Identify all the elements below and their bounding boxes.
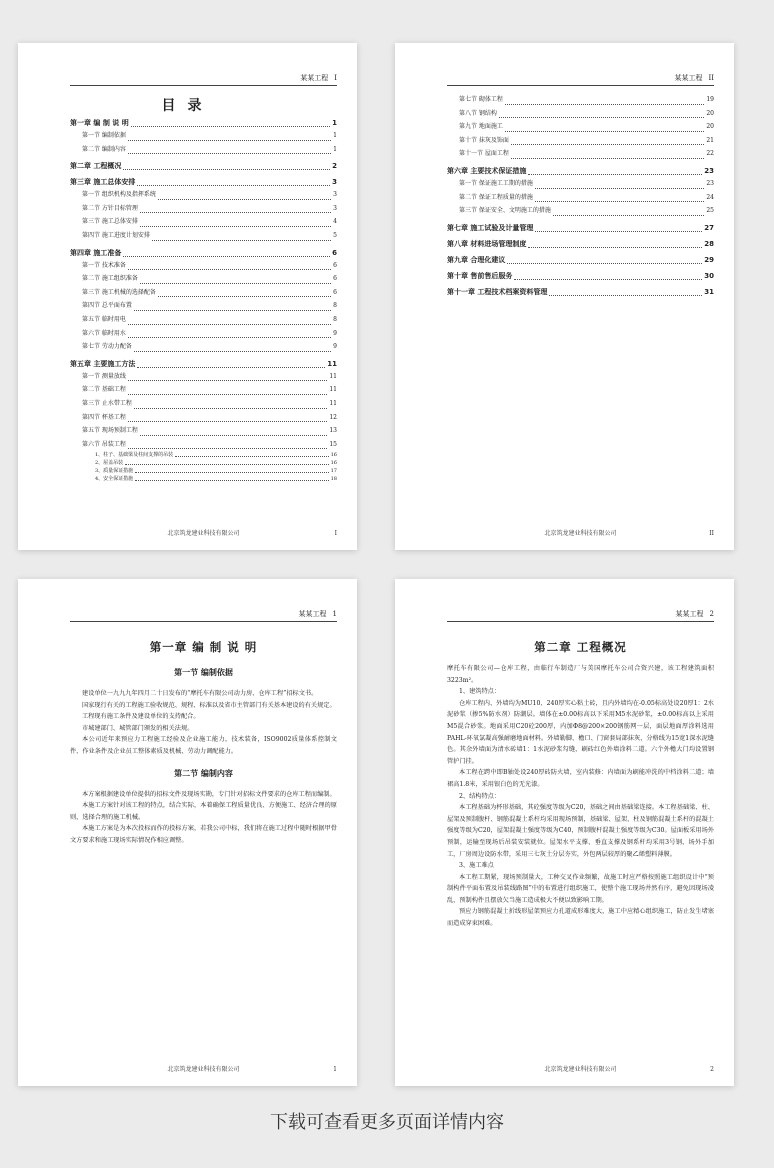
toc-entry — [70, 202, 337, 216]
header-page-number: 1 — [332, 610, 337, 618]
toc-entry — [447, 271, 714, 282]
toc-entry — [70, 451, 337, 459]
toc-entry — [447, 93, 714, 107]
toc-entry — [447, 239, 714, 250]
toc-entry — [70, 299, 337, 313]
toc-entry — [70, 118, 337, 129]
toc-entry-title: 第十一节 屋面工程 — [459, 150, 509, 158]
toc-entry-page: 27 — [704, 223, 714, 232]
toc-entry-title: 第一节 编制依据 — [82, 132, 126, 139]
header-page-number: 2 — [709, 610, 714, 618]
toc-entry — [447, 177, 714, 191]
page-header — [70, 73, 337, 86]
paragraph: 仓库工程内、外墙均为MU10、240厚实心粘土砖，且内外墙均在-0.05标高处设20厚1：2水泥砂浆（掺5%防水剂）防潮层。墙体在±0.00标高以下采用M5水泥砂浆，±0.00标高以上采用M5混合砂浆。地面采用C20砼200厚，内加Φ8@200×200钢筋网一层，面层地面厚涂料选用PAHL-环氧氯凝高强耐磨地面材料。外墙勒脚、檐口、门窗套局部抹灰，分格线为15宽1深水泥缝色。其余外墙面为清水砖墙1：1水泥砂浆勾缝，刷砖红色外墙涂料二道。六个外檐大门均设置钢管护门挂。 — [447, 699, 714, 765]
toc-entry — [447, 204, 714, 218]
toc-entry-page: 3 — [333, 204, 337, 212]
toc-entry-page: 31 — [704, 287, 714, 296]
toc-entry-title: 第十节 抹灰及饰面 — [459, 136, 509, 144]
download-caption: 下载可查看更多页面详情内容 — [270, 1112, 504, 1133]
toc-leader-dots — [549, 295, 702, 296]
toc-entry-title: 第十章 售前售后服务 — [447, 271, 513, 280]
toc-page-1 — [18, 43, 357, 550]
toc-entry-page: 15 — [329, 440, 337, 448]
toc-entry-title: 第四节 总平面布置 — [82, 302, 132, 310]
toc-entry-page: 24 — [706, 193, 714, 201]
toc-entry-title: 第二节 施工组织准备 — [82, 275, 138, 283]
section-body — [70, 789, 337, 847]
toc-leader-dots — [175, 456, 328, 457]
toc-leader-dots — [528, 174, 702, 175]
toc-leader-dots — [128, 421, 327, 422]
chapter-heading: 第一章 编 制 说 明 — [149, 640, 258, 654]
toc-entry-page: 6 — [333, 261, 337, 269]
footer-page-number: 2 — [710, 1066, 714, 1073]
toc-leader-dots — [140, 435, 327, 436]
footer-company: 北京筑龙建业科技有限公司 — [544, 530, 617, 537]
toc-entry-page: 19 — [706, 96, 714, 103]
toc-leader-dots — [553, 215, 704, 216]
paragraph: 本工程基础为杯形基础，其砼强度等级为C20，基础之间由基础梁连接。本工程基础梁、柱、屋架及预制腹杆、钢筋混凝土系杆均采用现场预制，基础梁、屋架、柱及钢筋混凝土系杆的混凝土强度等级为C20，屋架混凝土强度等级为C40，预制腹杆混凝土强度等级为C30。屋面板采用场外预制，运输至现场后吊装安装就位。屋架水平支撑、垂直支撑及钢系杆均采用3号钢，场外手加工，厂房周边设防水带，采用三七灰土分层夯实，外包两层较厚的聚乙烯塑料薄膜。 — [447, 804, 714, 858]
toc-leader-dots — [123, 256, 330, 257]
toc-entry-title: 2、屋盖吊装 — [95, 460, 124, 467]
toc-title: 目录 — [161, 98, 214, 114]
toc-leader-dots — [535, 188, 704, 189]
toc-leader-dots — [128, 394, 327, 395]
paragraph: 本施工方案针对该工程的特点，结合实际，本着确保工程质量优良、方便施工、经济合理的原则，选择合理的施工机械。 — [70, 802, 337, 821]
footer-page-number: 1 — [333, 1066, 337, 1073]
toc-entry — [70, 424, 337, 438]
paragraph: 2、结构特点： — [459, 792, 501, 800]
footer-page-number: I — [334, 530, 337, 537]
page-body — [70, 631, 337, 847]
toc-entry — [70, 459, 337, 467]
toc-entry-title: 第二节 基础工程 — [82, 386, 126, 394]
toc-entry — [70, 161, 337, 172]
toc-entry-title: 1、柱子、基础梁及柱间支撑的吊装 — [95, 452, 174, 459]
toc-entry-title: 第三章 施工总体安排 — [70, 178, 136, 187]
toc-entry-page: 25 — [706, 207, 714, 215]
toc-leader-dots — [511, 144, 704, 145]
toc-leader-dots — [158, 296, 331, 297]
chapter-body — [447, 663, 714, 930]
toc-leader-dots — [135, 480, 328, 481]
paragraph: 本施工方案是为本次投标而作的投标方案，若我公司中标，我们将在施工过程中随时根据甲骨文方要求和施工现场实际情况作相应调整。 — [70, 825, 337, 844]
toc-entry-title: 第六章 主要技术保证措施 — [447, 166, 527, 175]
toc-entry-title: 第一章 编 制 说 明 — [70, 119, 129, 127]
toc-entry-page: 5 — [333, 231, 337, 239]
toc-leader-dots — [134, 310, 331, 311]
toc-leader-dots — [128, 324, 331, 325]
toc-entry-page: 22 — [706, 150, 714, 158]
toc-entry-page: 28 — [704, 239, 714, 248]
toc-leader-dots — [131, 126, 330, 127]
toc-leader-dots — [511, 158, 704, 159]
toc-entry-title: 第四章 施工准备 — [70, 248, 122, 257]
toc-entry — [70, 383, 337, 397]
toc-leader-dots — [134, 351, 331, 352]
section-heading: 第一节 编制依据 — [174, 668, 233, 677]
toc-entry — [70, 259, 337, 273]
header-title: 某某工程 — [300, 74, 329, 82]
toc-entry-title: 第五章 主要施工方法 — [70, 359, 136, 368]
toc-list — [70, 113, 337, 483]
header-title: 某某工程 — [674, 74, 703, 82]
toc-entry-page: 6 — [332, 248, 337, 257]
header-title: 某某工程 — [675, 610, 704, 618]
toc-page-2 — [395, 43, 734, 550]
toc-entry-page: 12 — [329, 413, 337, 421]
paragraph: 市城建部门、城管部门颁发的相关法规。 — [82, 724, 194, 732]
toc-leader-dots — [135, 472, 328, 473]
toc-entry — [447, 166, 714, 177]
toc-entry — [447, 255, 714, 266]
toc-entry — [70, 272, 337, 286]
toc-entry — [70, 475, 337, 483]
toc-entry-title: 第四节 施工进度计划安排 — [82, 231, 150, 239]
toc-entry — [70, 359, 337, 370]
toc-list — [447, 93, 714, 298]
toc-entry-page: 16 — [330, 460, 337, 467]
toc-entry-title: 第八节 钢结构 — [459, 109, 497, 117]
toc-entry-page: 8 — [333, 302, 337, 310]
paragraph: 1、建筑特点： — [459, 688, 501, 696]
toc-entry-title: 第三节 止水带工程 — [82, 399, 132, 407]
toc-entry-title: 第九节 地面施工 — [459, 123, 503, 131]
toc-entry-title: 第三节 保证安全、文明施工的措施 — [459, 207, 551, 215]
toc-entry-page: 9 — [333, 329, 337, 337]
toc-entry — [70, 467, 337, 475]
paragraph: 本工程工期紧，现场预制量大，工种交叉作业频繁，故施工时应严格按照施工组织设计中“预制构件平面布置及吊装线路图”中的布置进行组织施工，使整个施工现场井然有序，避免因现场凌乱，预制构件且摆放欠当施工造成极大不便以致影响工期。 — [447, 873, 714, 904]
toc-entry — [70, 215, 337, 229]
toc-leader-dots — [158, 199, 331, 200]
toc-entry-page: 1 — [332, 119, 337, 127]
toc-entry-page: 11 — [329, 386, 337, 394]
toc-entry-page: 11 — [329, 399, 337, 407]
toc-leader-dots — [128, 140, 331, 141]
toc-leader-dots — [140, 226, 331, 227]
toc-entry — [447, 147, 714, 161]
toc-entry-page: 6 — [333, 288, 337, 296]
toc-entry-title: 第五节 临时用电 — [82, 315, 126, 323]
paragraph: 本工程在跨中即B轴处设240厚砖防火墙，室内装修：内墙面为刷能冲洗的中档涂料二道；墙裙高1.8米，采用银白色的无光漆。 — [447, 769, 714, 788]
toc-entry-title: 第十一章 工程技术档案资料管理 — [447, 287, 548, 296]
toc-entry-page: 23 — [706, 179, 714, 187]
toc-entry — [447, 223, 714, 234]
toc-entry-title: 3、质量保证措施 — [95, 468, 134, 475]
paragraph: 3、施工难点 — [459, 862, 494, 870]
toc-leader-dots — [140, 283, 331, 284]
toc-leader-dots — [128, 448, 327, 449]
toc-leader-dots — [514, 279, 702, 280]
paragraph: 预应力钢筋混凝土折线形屋架预应力孔道成形难度大，施工中应精心组织施工，防止发生堵塞而造成穿束困难。 — [447, 908, 714, 928]
paragraph: 国家现行有关的工程施工验收规范、规程、标准以及省市主管部门有关基本建设的有关规定。 — [82, 701, 336, 709]
toc-leader-dots — [128, 380, 327, 381]
toc-leader-dots — [535, 201, 704, 202]
toc-entry-page: 2 — [332, 162, 337, 171]
toc-entry — [70, 397, 337, 411]
toc-entry — [70, 370, 337, 384]
toc-entry-title: 第一节 测量放线 — [82, 372, 126, 380]
toc-leader-dots — [505, 104, 704, 105]
toc-leader-dots — [137, 185, 330, 186]
toc-leader-dots — [128, 337, 331, 338]
toc-entry-page: 17 — [330, 468, 337, 475]
toc-entry-page: 20 — [706, 109, 714, 117]
toc-entry-title: 第一节 组织机构及指挥系统 — [82, 191, 156, 199]
toc-entry — [70, 327, 337, 341]
toc-entry-page: 13 — [329, 427, 337, 435]
toc-entry — [447, 120, 714, 134]
chapter-heading: 第二章 工程概况 — [534, 640, 627, 654]
footer-company: 北京筑龙建业科技有限公司 — [167, 530, 240, 537]
toc-leader-dots — [535, 231, 702, 232]
toc-entry — [70, 143, 337, 157]
toc-entry-title: 第六节 临时用水 — [82, 329, 126, 337]
toc-entry — [70, 340, 337, 354]
toc-entry-page: 8 — [333, 315, 337, 323]
toc-entry — [447, 287, 714, 298]
toc-entry-title: 第二节 方针目标管理 — [82, 204, 138, 212]
toc-entry-title: 第二节 保证工程质量的措施 — [459, 193, 533, 201]
toc-entry — [70, 229, 337, 243]
toc-entry-page: 9 — [333, 343, 337, 351]
toc-leader-dots — [507, 263, 702, 264]
toc-entry-page: 16 — [330, 452, 337, 459]
toc-entry — [70, 248, 337, 259]
toc-entry-title: 第二节 编制内容 — [82, 145, 126, 153]
toc-entry-page: 11 — [327, 359, 337, 368]
toc-leader-dots — [137, 367, 325, 368]
toc-leader-dots — [499, 117, 704, 118]
paragraph: 摩托车有限公司—仓库工程，由临行车制造厂与美国摩托车公司合资兴建，该工程建筑面积3223m²。 — [447, 665, 714, 684]
toc-entry-page: 23 — [704, 166, 714, 175]
page-header — [70, 609, 337, 622]
header-page-number: II — [708, 74, 714, 82]
toc-entry — [447, 134, 714, 148]
toc-entry-page: 11 — [329, 372, 337, 380]
toc-entry-page: 30 — [704, 271, 714, 280]
toc-entry-page: 1 — [333, 145, 337, 153]
toc-entry — [70, 411, 337, 425]
toc-leader-dots — [125, 464, 328, 465]
toc-entry-page: 1 — [333, 132, 337, 139]
toc-entry-page: 4 — [333, 218, 337, 226]
toc-entry-page: 29 — [704, 255, 714, 264]
section-heading: 第二节 编制内容 — [174, 768, 233, 778]
toc-leader-dots — [152, 240, 331, 241]
paragraph: 工程现有施工条件及建设单位的支持配合。 — [82, 713, 200, 721]
toc-entry-title: 第七节 劳动力配备 — [82, 343, 132, 351]
footer-company: 北京筑龙建业科技有限公司 — [167, 1066, 240, 1073]
toc-entry — [70, 188, 337, 202]
toc-entry-title: 4、安全保证措施 — [95, 476, 134, 483]
toc-entry-page: 20 — [706, 123, 714, 131]
toc-entry — [447, 107, 714, 121]
footer-company: 北京筑龙建业科技有限公司 — [544, 1066, 617, 1073]
toc-entry-title: 第三节 施工机械的选择配备 — [82, 288, 156, 296]
toc-entry-title: 第一节 保证施工工期的措施 — [459, 179, 533, 187]
page-header — [447, 609, 714, 622]
toc-entry-title: 第二章 工程概况 — [70, 162, 122, 171]
chapter-1-page — [18, 579, 357, 1086]
toc-entry-page: 3 — [332, 178, 337, 187]
toc-entry — [447, 191, 714, 205]
page-body — [447, 631, 714, 930]
toc-entry — [70, 286, 337, 300]
toc-entry-title: 第六节 吊装工程 — [82, 440, 126, 448]
toc-leader-dots — [128, 269, 331, 270]
toc-leader-dots — [505, 131, 704, 132]
toc-entry-title: 第八章 材料进场管理制度 — [447, 239, 527, 248]
toc-entry-title: 第七节 砌体工程 — [459, 96, 503, 103]
toc-entry — [70, 129, 337, 143]
toc-leader-dots — [140, 212, 331, 213]
footer-page-number: II — [709, 530, 714, 537]
toc-entry-title: 第三节 施工总体安排 — [82, 218, 138, 226]
header-page-number: I — [334, 74, 337, 82]
toc-leader-dots — [134, 408, 327, 409]
page-header — [447, 73, 714, 86]
paragraph: 本公司近年来预应力工程施工经验及企业施工能力，技术装备，ISO9002质量体系控制文件、作业条件及企业员工整体素质及机械、劳动力调配能力。 — [70, 736, 337, 755]
paragraph: 本方案根据建设单位提供的招标文件及现场实勘，专门针对招标文件要求的仓库工程而编制。 — [82, 790, 336, 798]
section-body — [70, 688, 337, 758]
toc-entry-page: 6 — [333, 275, 337, 283]
toc-entry — [70, 313, 337, 327]
chapter-2-page — [395, 579, 734, 1086]
toc-entry-title: 第九章 合理化建议 — [447, 255, 506, 264]
header-title: 某某工程 — [298, 610, 327, 618]
toc-entry-title: 第一节 技术准备 — [82, 261, 126, 269]
toc-leader-dots — [128, 153, 331, 154]
toc-entry-page: 3 — [333, 191, 337, 199]
toc-entry-page: 21 — [706, 136, 714, 144]
toc-leader-dots — [528, 247, 702, 248]
paragraph: 建设单位一九九九年四月二十日发布的“摩托车有限公司动力房、仓库工程”招标文书。 — [82, 690, 318, 697]
toc-leader-dots — [123, 169, 330, 170]
toc-entry-page: 18 — [330, 476, 337, 483]
toc-entry-title: 第四节 杯基工程 — [82, 413, 126, 421]
toc-entry-title: 第五节 现场预制工程 — [82, 427, 138, 435]
toc-entry-title: 第七章 施工试验及计量管理 — [447, 223, 534, 232]
toc-entry — [70, 177, 337, 188]
toc-entry — [70, 438, 337, 452]
